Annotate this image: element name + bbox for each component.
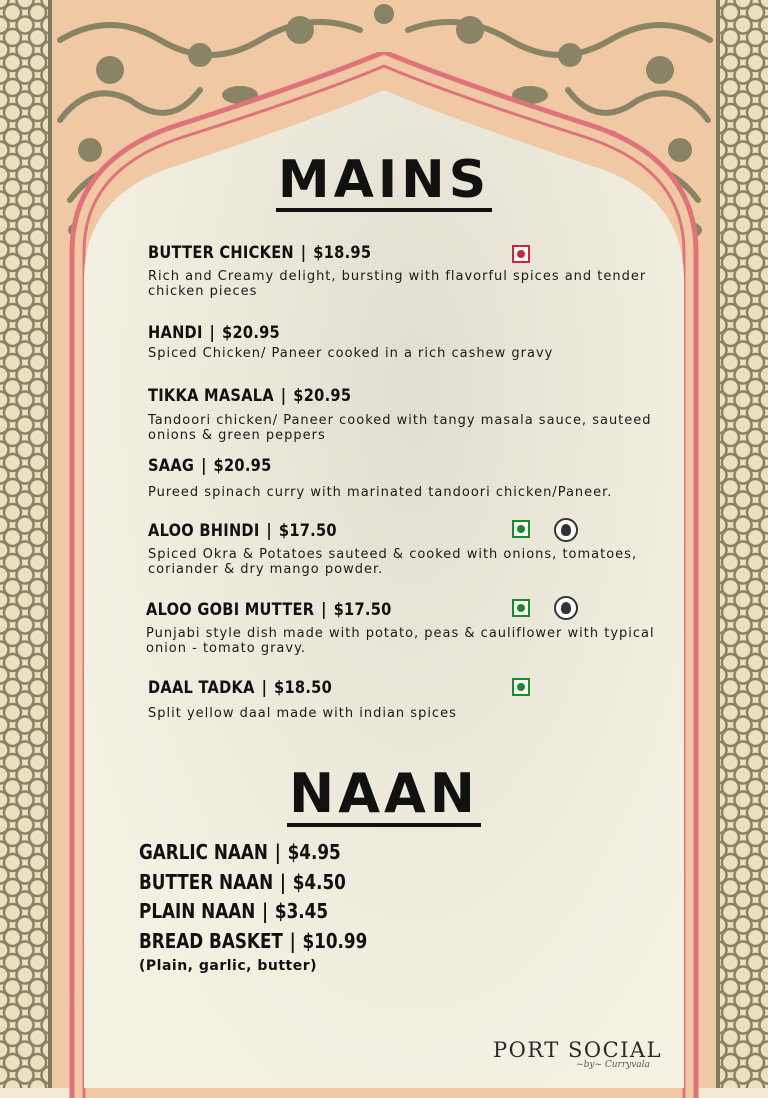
naan-title-text: NAAN — [289, 762, 479, 825]
naan-item — [139, 897, 367, 927]
menu-item — [148, 323, 648, 361]
bread-basket-note: (Plain, garlic, butter) — [139, 958, 317, 974]
item-price: $4.50 — [292, 869, 346, 894]
item-price: $17.50 — [333, 600, 392, 620]
item-description: Tandoori chicken/ Paneer cooked with tangy masala sauce, sauteed onions & green peppers — [148, 413, 652, 443]
menu-item — [148, 386, 652, 443]
item-description: Split yellow daal made with indian spices — [148, 706, 457, 721]
item-description: Rich and Creamy delight, bursting with flavorful spices and tender chicken pieces — [148, 269, 647, 299]
separator: | — [274, 840, 281, 864]
separator: | — [280, 386, 287, 406]
item-name: ALOO BHINDI — [148, 521, 260, 541]
separator: | — [321, 600, 327, 620]
veg-icon — [512, 678, 530, 696]
separator: | — [209, 323, 216, 343]
naan-item — [139, 868, 367, 898]
item-name: PLAIN NAAN — [139, 899, 256, 923]
separator: | — [201, 456, 207, 476]
logo-tagline: ~by~ Curryvala — [576, 1060, 650, 1070]
item-price: $20.95 — [213, 456, 272, 476]
item-heading — [148, 386, 578, 406]
item-name: BREAD BASKET — [139, 928, 283, 953]
item-description: Pureed spinach curry with marinated tandoori chicken/Paneer. — [148, 485, 613, 500]
separator: | — [262, 899, 269, 923]
veg-icon — [512, 599, 530, 617]
item-description: Spiced Okra & Potatoes sauteed & cooked with onions, tomatoes, coriander & dry mango powder. — [148, 547, 638, 577]
vegan-icon — [554, 518, 578, 542]
item-description: Spiced Chicken/ Paneer cooked in a rich cashew gravy — [148, 346, 554, 361]
item-price: $10.99 — [302, 928, 368, 953]
item-price: $17.50 — [278, 521, 337, 541]
menu-item — [148, 678, 648, 721]
mains-title-text: MAINS — [277, 150, 491, 210]
menu-item — [148, 456, 648, 500]
logo-name: PORT SOCIAL — [493, 1038, 663, 1062]
item-name: SAAG — [148, 456, 195, 476]
non-veg-icon — [512, 245, 530, 263]
naan-list — [139, 838, 411, 974]
item-name: TIKKA MASALA — [148, 386, 274, 406]
item-description: Punjabi style dish made with potato, peas & cauliflower with typical onion - tomato gravy. — [146, 626, 655, 656]
naan-title — [0, 762, 768, 827]
menu-item — [148, 243, 648, 299]
item-price: $20.95 — [293, 386, 352, 406]
separator: | — [266, 521, 273, 541]
vegan-icon — [554, 596, 578, 620]
veg-icon — [512, 520, 530, 538]
item-price: $20.95 — [222, 323, 280, 343]
separator: | — [261, 678, 268, 698]
item-name: HANDI — [148, 323, 203, 343]
separator: | — [300, 243, 307, 263]
item-price: $18.50 — [274, 678, 333, 698]
naan-item — [139, 927, 367, 957]
item-name: DAAL TADKA — [148, 678, 255, 698]
separator: | — [279, 869, 286, 894]
item-name: GARLIC NAAN — [139, 840, 268, 864]
naan-item — [139, 838, 367, 868]
mains-title — [0, 150, 768, 212]
separator: | — [289, 928, 296, 953]
item-name: BUTTER NAAN — [139, 869, 274, 894]
item-price: $4.95 — [287, 840, 341, 864]
item-name: BUTTER CHICKEN — [148, 243, 294, 263]
port-social-logo — [493, 1038, 663, 1070]
item-price: $3.45 — [274, 899, 329, 923]
item-heading — [148, 456, 578, 476]
item-heading — [148, 323, 578, 343]
item-name: ALOO GOBI MUTTER — [146, 600, 315, 620]
item-price: $18.95 — [313, 243, 372, 263]
